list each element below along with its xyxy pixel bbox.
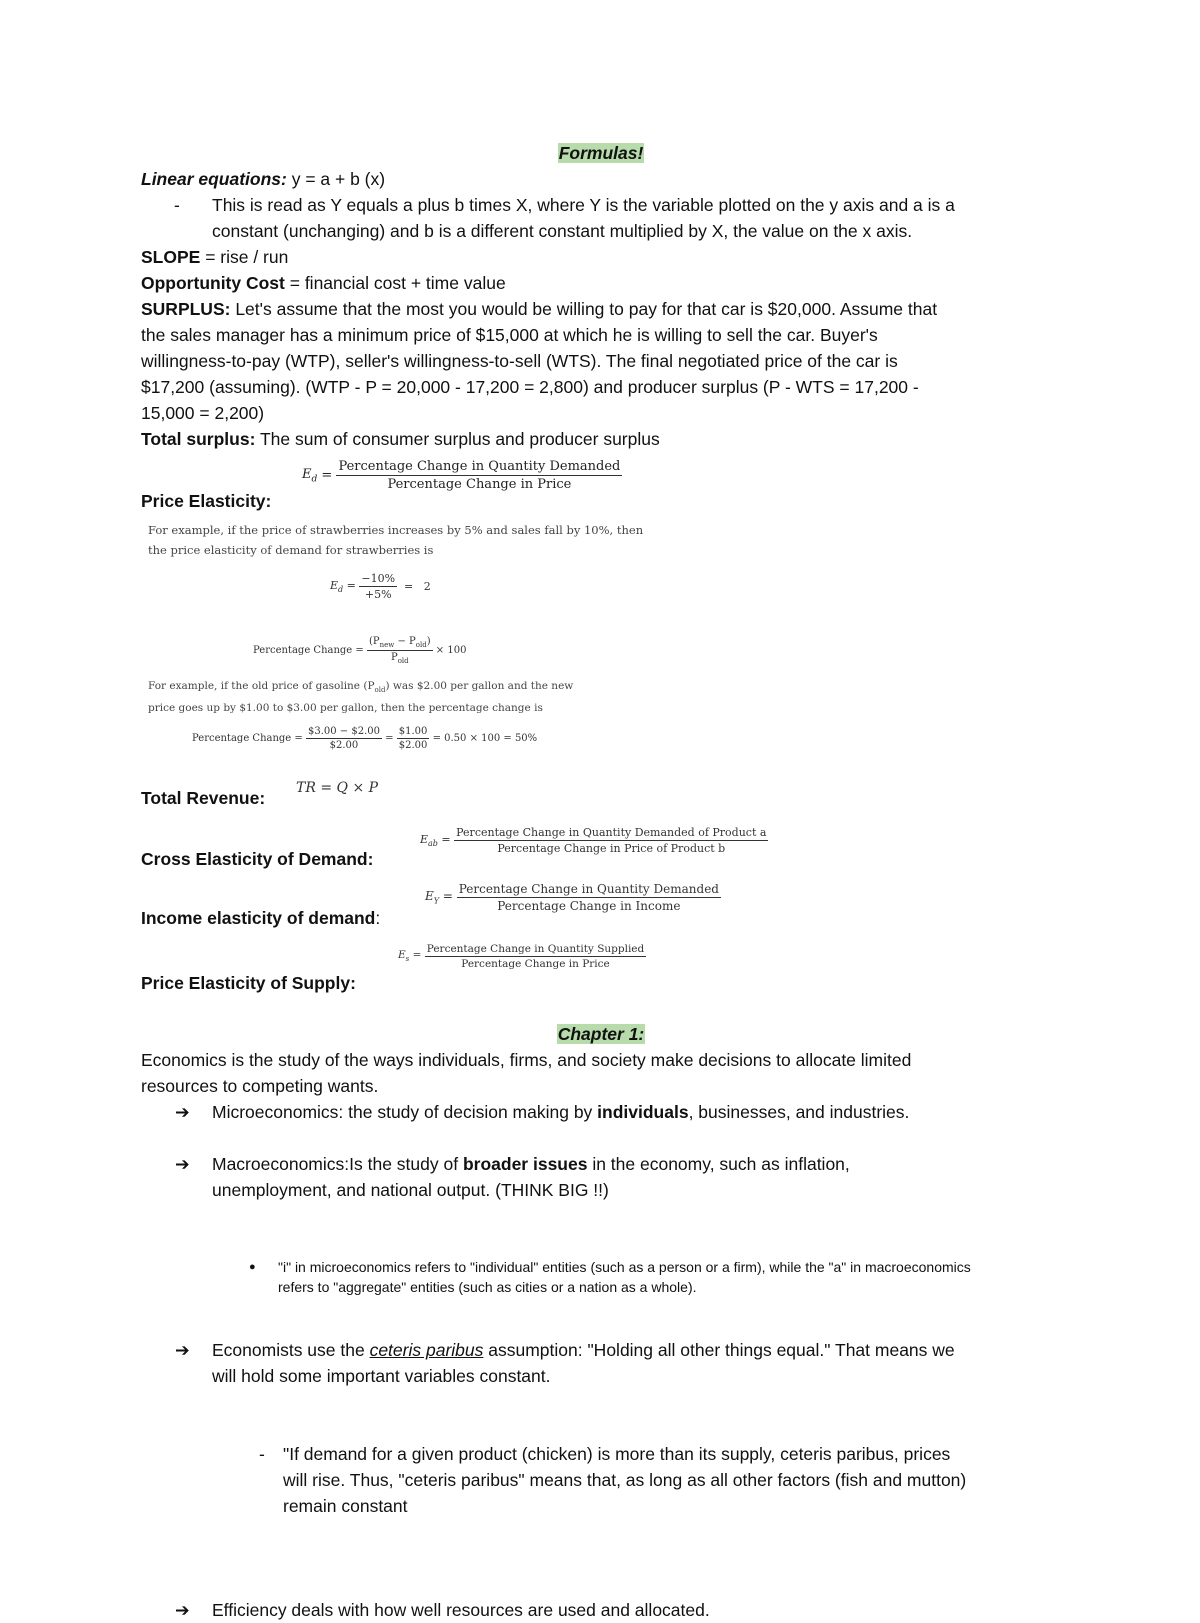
list-item-microeconomics: ➔ Microeconomics: the study of decision making by individuals, businesses, and industries. — [141, 1099, 1132, 1125]
list-item-efficiency: ➔ Efficiency deals with how well resources are used and allocated. — [141, 1597, 1132, 1623]
total-revenue-formula: TR = Q × P — [296, 780, 379, 796]
income-elasticity-label: Income elasticity of demand: — [141, 908, 381, 928]
linear-note: - This is read as Y equals a plus b times X, where Y is the variable plotted on the y axis and a is a constant (unchanging) and b is a different constant multiplied by X, the value on the x axis. — [174, 195, 955, 241]
chapter-1-heading: Chapter 1: — [557, 1024, 645, 1044]
total-surplus-line: Total surplus: The sum of consumer surplus and producer surplus — [141, 429, 660, 449]
gasoline-example: For example, if the old price of gasoline $(P_{old})$ was $2.00 per gallon and the new price goes up by $1.00 to $3.00 per gallon, then the percentage change is — [148, 680, 574, 715]
price-elasticity-label: Price Elasticity: — [141, 491, 272, 511]
cross-elasticity-formula: $E_{ab}$ = $\frac{\text{Percentage Change in Quantity Demanded of Product a}}{\text{Percentage Change in Price of Product b}}$ — [420, 826, 767, 855]
cross-elasticity-label: Cross Elasticity of Demand: — [141, 849, 374, 869]
percentage-change-formula: Percentage Change = $\frac{(P_{new} - P_{old})}{P_{old}}$ × 100 — [253, 636, 467, 665]
arrow-icon: ➔ — [175, 1340, 190, 1360]
arrow-icon: ➔ — [175, 1102, 190, 1122]
price-elasticity-formula: $E_d$ = $\frac{\text{Percentage Change in Quantity Demanded}}{\text{Percentage Change in Price}}$ — [302, 459, 621, 492]
chapter-1-intro: Economics is the study of the ways individuals, firms, and society make decisions to allocate limited resources to competing wants. — [141, 1050, 912, 1096]
arrow-icon: ➔ — [175, 1154, 190, 1174]
linear-equations-line: Linear equations: y = a + b (x) — [141, 169, 386, 189]
list-item-i-and-a: ● "i" in microeconomics refers to "individual" entities (such as a person or a firm), while the "a" in macroeconomics refers to "aggregate" entities (such as cities or a nation as a whole). — [249, 1259, 971, 1295]
formulas-heading: Formulas! — [558, 143, 644, 163]
list-item-chicken-example: - "If demand for a given product (chicken) is more than its supply, ceteris paribus, prices will rise. Thus, "ceteris paribus" means that, as long as all other factors (fish and mutton) remain constant — [259, 1444, 967, 1516]
supply-elasticity-label: Price Elasticity of Supply: — [141, 973, 356, 993]
opportunity-cost-line: Opportunity Cost = financial cost + time value — [141, 273, 506, 293]
strawberry-calculation: $E_d$ = $\frac{-10\%}{+5\%}$ = 2 — [330, 572, 431, 601]
slope-line: SLOPE = rise / run — [141, 247, 289, 267]
income-elasticity-formula: $E_Y$ = $\frac{\text{Percentage Change in Quantity Demanded}}{\text{Percentage Change in Income}}$ — [425, 882, 719, 913]
supply-elasticity-formula: $E_s$ = $\frac{\text{Percentage Change in Quantity Supplied}}{\text{Percentage Change in Price}}$ — [398, 943, 645, 970]
total-revenue-label: Total Revenue: — [141, 788, 266, 808]
arrow-icon: ➔ — [175, 1600, 190, 1620]
strawberry-example: For example, if the price of strawberries increases by 5% and sales fall by 10%, then the price elasticity of demand for strawberries is — [148, 523, 644, 557]
list-item-macroeconomics: ➔ Macroeconomics:Is the study of broader issues in the economy, such as inflation, unemployment, and national output. (THINK BIG !!) — [141, 1151, 1132, 1203]
gasoline-calculation: Percentage Change = $\frac{\$3.00 - \$2.00}{\$2.00}$ = $\frac{\$1.00}{\$2.00}$ = 0.50 × 100 = 50% — [192, 726, 538, 751]
surplus-paragraph: SURPLUS: Let's assume that the most you would be willing to pay for that car is $20,000. Assume that the sales manager has a minimum price of $15,000 at which he is willing to sell the car. Buyer's willingness-to-pay (WTP), seller's willingness-to-sell (WTS). The final negotiated price of the car is $17,200 (assuming). (WTP - P = 20,000 - 17,200 = 2,800) and producer surplus (P - WTS = 17,200 - 15,000 = 2,200) — [141, 299, 938, 423]
list-item-ceteris-paribus: ➔ Economists use the ceteris paribus assumption: "Holding all other things equal." That means we will hold some important variables constant. — [141, 1337, 1132, 1389]
bullet-icon: ● — [249, 1261, 256, 1273]
